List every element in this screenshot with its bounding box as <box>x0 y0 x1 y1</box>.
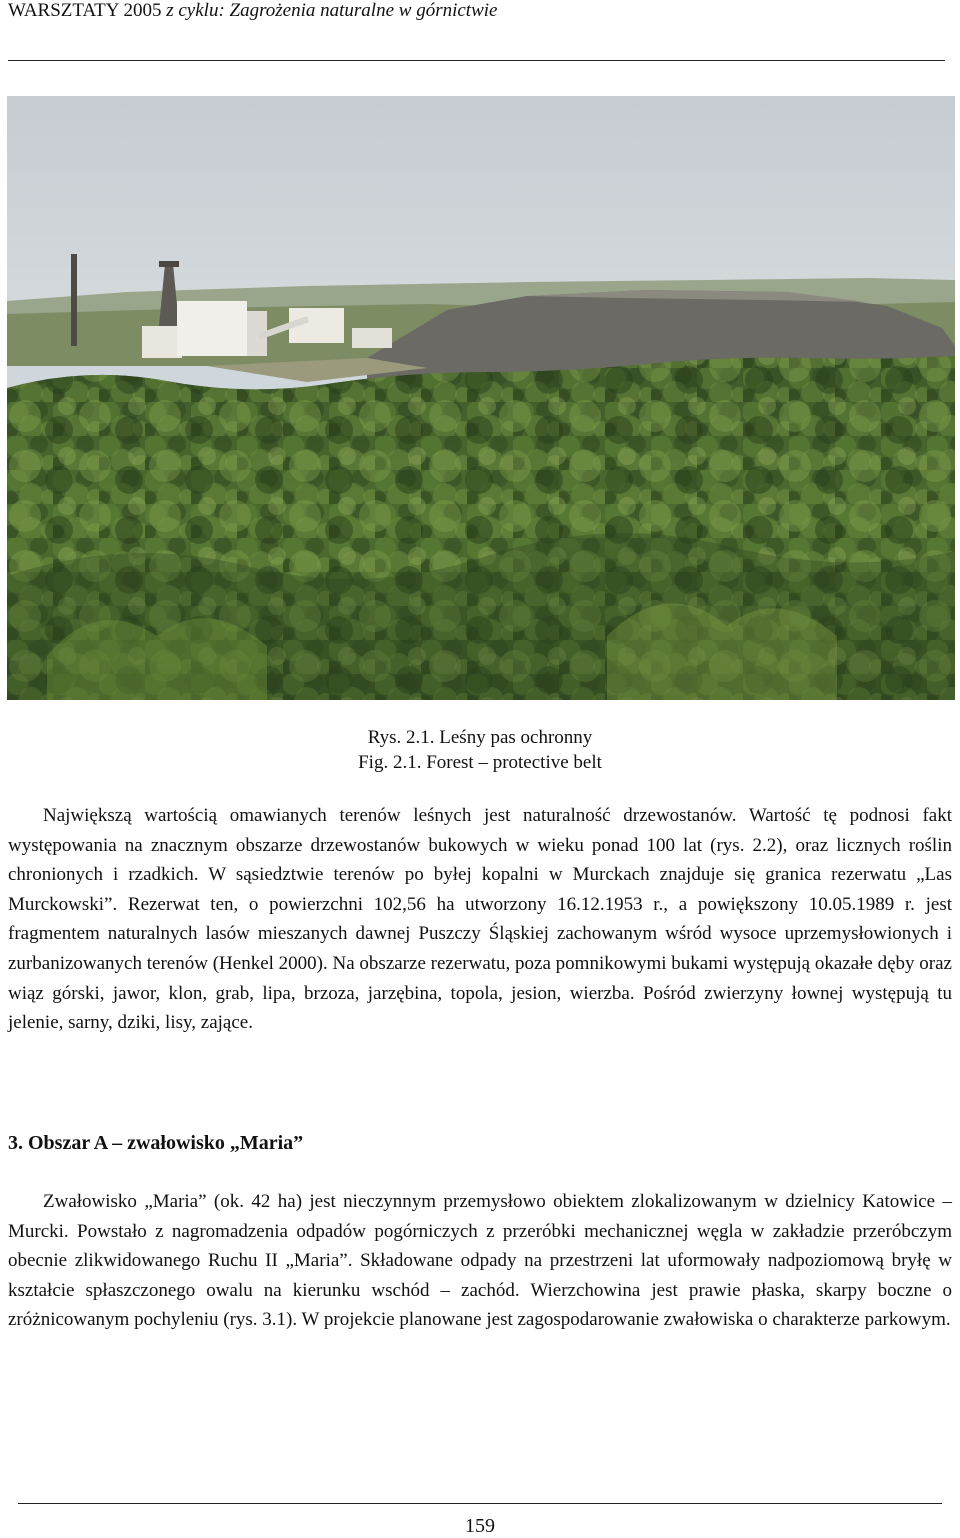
running-header <box>8 0 953 22</box>
header-series: z cyklu: Zagrożenia naturalne w górnictwie <box>166 0 498 21</box>
page-number: 159 <box>465 1515 495 1537</box>
header-prefix: WARSZTATY 2005 <box>8 0 162 21</box>
body-paragraph-2 <box>8 1187 952 1335</box>
figure-caption-en: Fig. 2.1. Forest – protective belt <box>358 752 602 773</box>
figure-caption-pl: Rys. 2.1. Leśny pas ochronny <box>367 727 593 748</box>
body-paragraph-1 <box>8 801 952 1038</box>
section-heading: 3. Obszar A – zwałowisko „Maria” <box>8 1132 304 1154</box>
header-rule <box>8 60 945 61</box>
footer-rule <box>18 1503 942 1504</box>
figure-photo-forest-belt <box>7 96 955 700</box>
paragraph-text: Największą wartością omawianych terenów leśnych jest naturalność drzewostanów. Wartość tę podnosi fakt występowania na znacznym obszarze drzewostanów bukowych w wieku ponad 100 lat (rys. 2.2), oraz licznych roślin chronionych i rzadkich. W sąsiedztwie terenów po byłej kopalni w Murckach znajduje się granica rezerwatu „Las Murckowski”. Rezerwat ten, o powierzchni 102,56 ha utworzony 16.12.1953 r., a powiększony 10.05.1989 r. jest fragmentem naturalnych lasów mieszanych dawnej Puszczy Śląskiej zachowanym wśród wysoce uprzemysłowionych i zurbanizowanych terenów (Henkel 2000). Na obszarze rezerwatu, poza pomnikowymi bukami występują okazałe dęby oraz wiąz górski, jawor, klon, grab, lipa, brzoza, jarzębina, topola, jesion, wierzba. Pośród zwierzyny łownej występują tu jelenie, sarny, dziki, lisy, zające. <box>8 805 952 1034</box>
paragraph-text: Zwałowisko „Maria” (ok. 42 ha) jest nieczynnym przemysłowo obiektem zlokalizowanym w dzielnicy Katowice – Murcki. Powstało z nagromadzenia odpadów pogórniczych z przeróbki mechanicznej węgla w zakładzie przeróbczym obecnie zlikwidowanego Ruchu II „Maria”. Składowane odpady na przestrzeni lat uformowały nadpoziomową bryłę w kształcie spłaszczonego owalu na kierunku wschód – zachód. Wierzchowina jest prawie płaska, skarpy boczne o zróżnicowanym pochyleniu (rys. 3.1). W projekcie planowane jest zagospodarowanie zwałowiska o charakterze parkowym. <box>8 1191 952 1331</box>
